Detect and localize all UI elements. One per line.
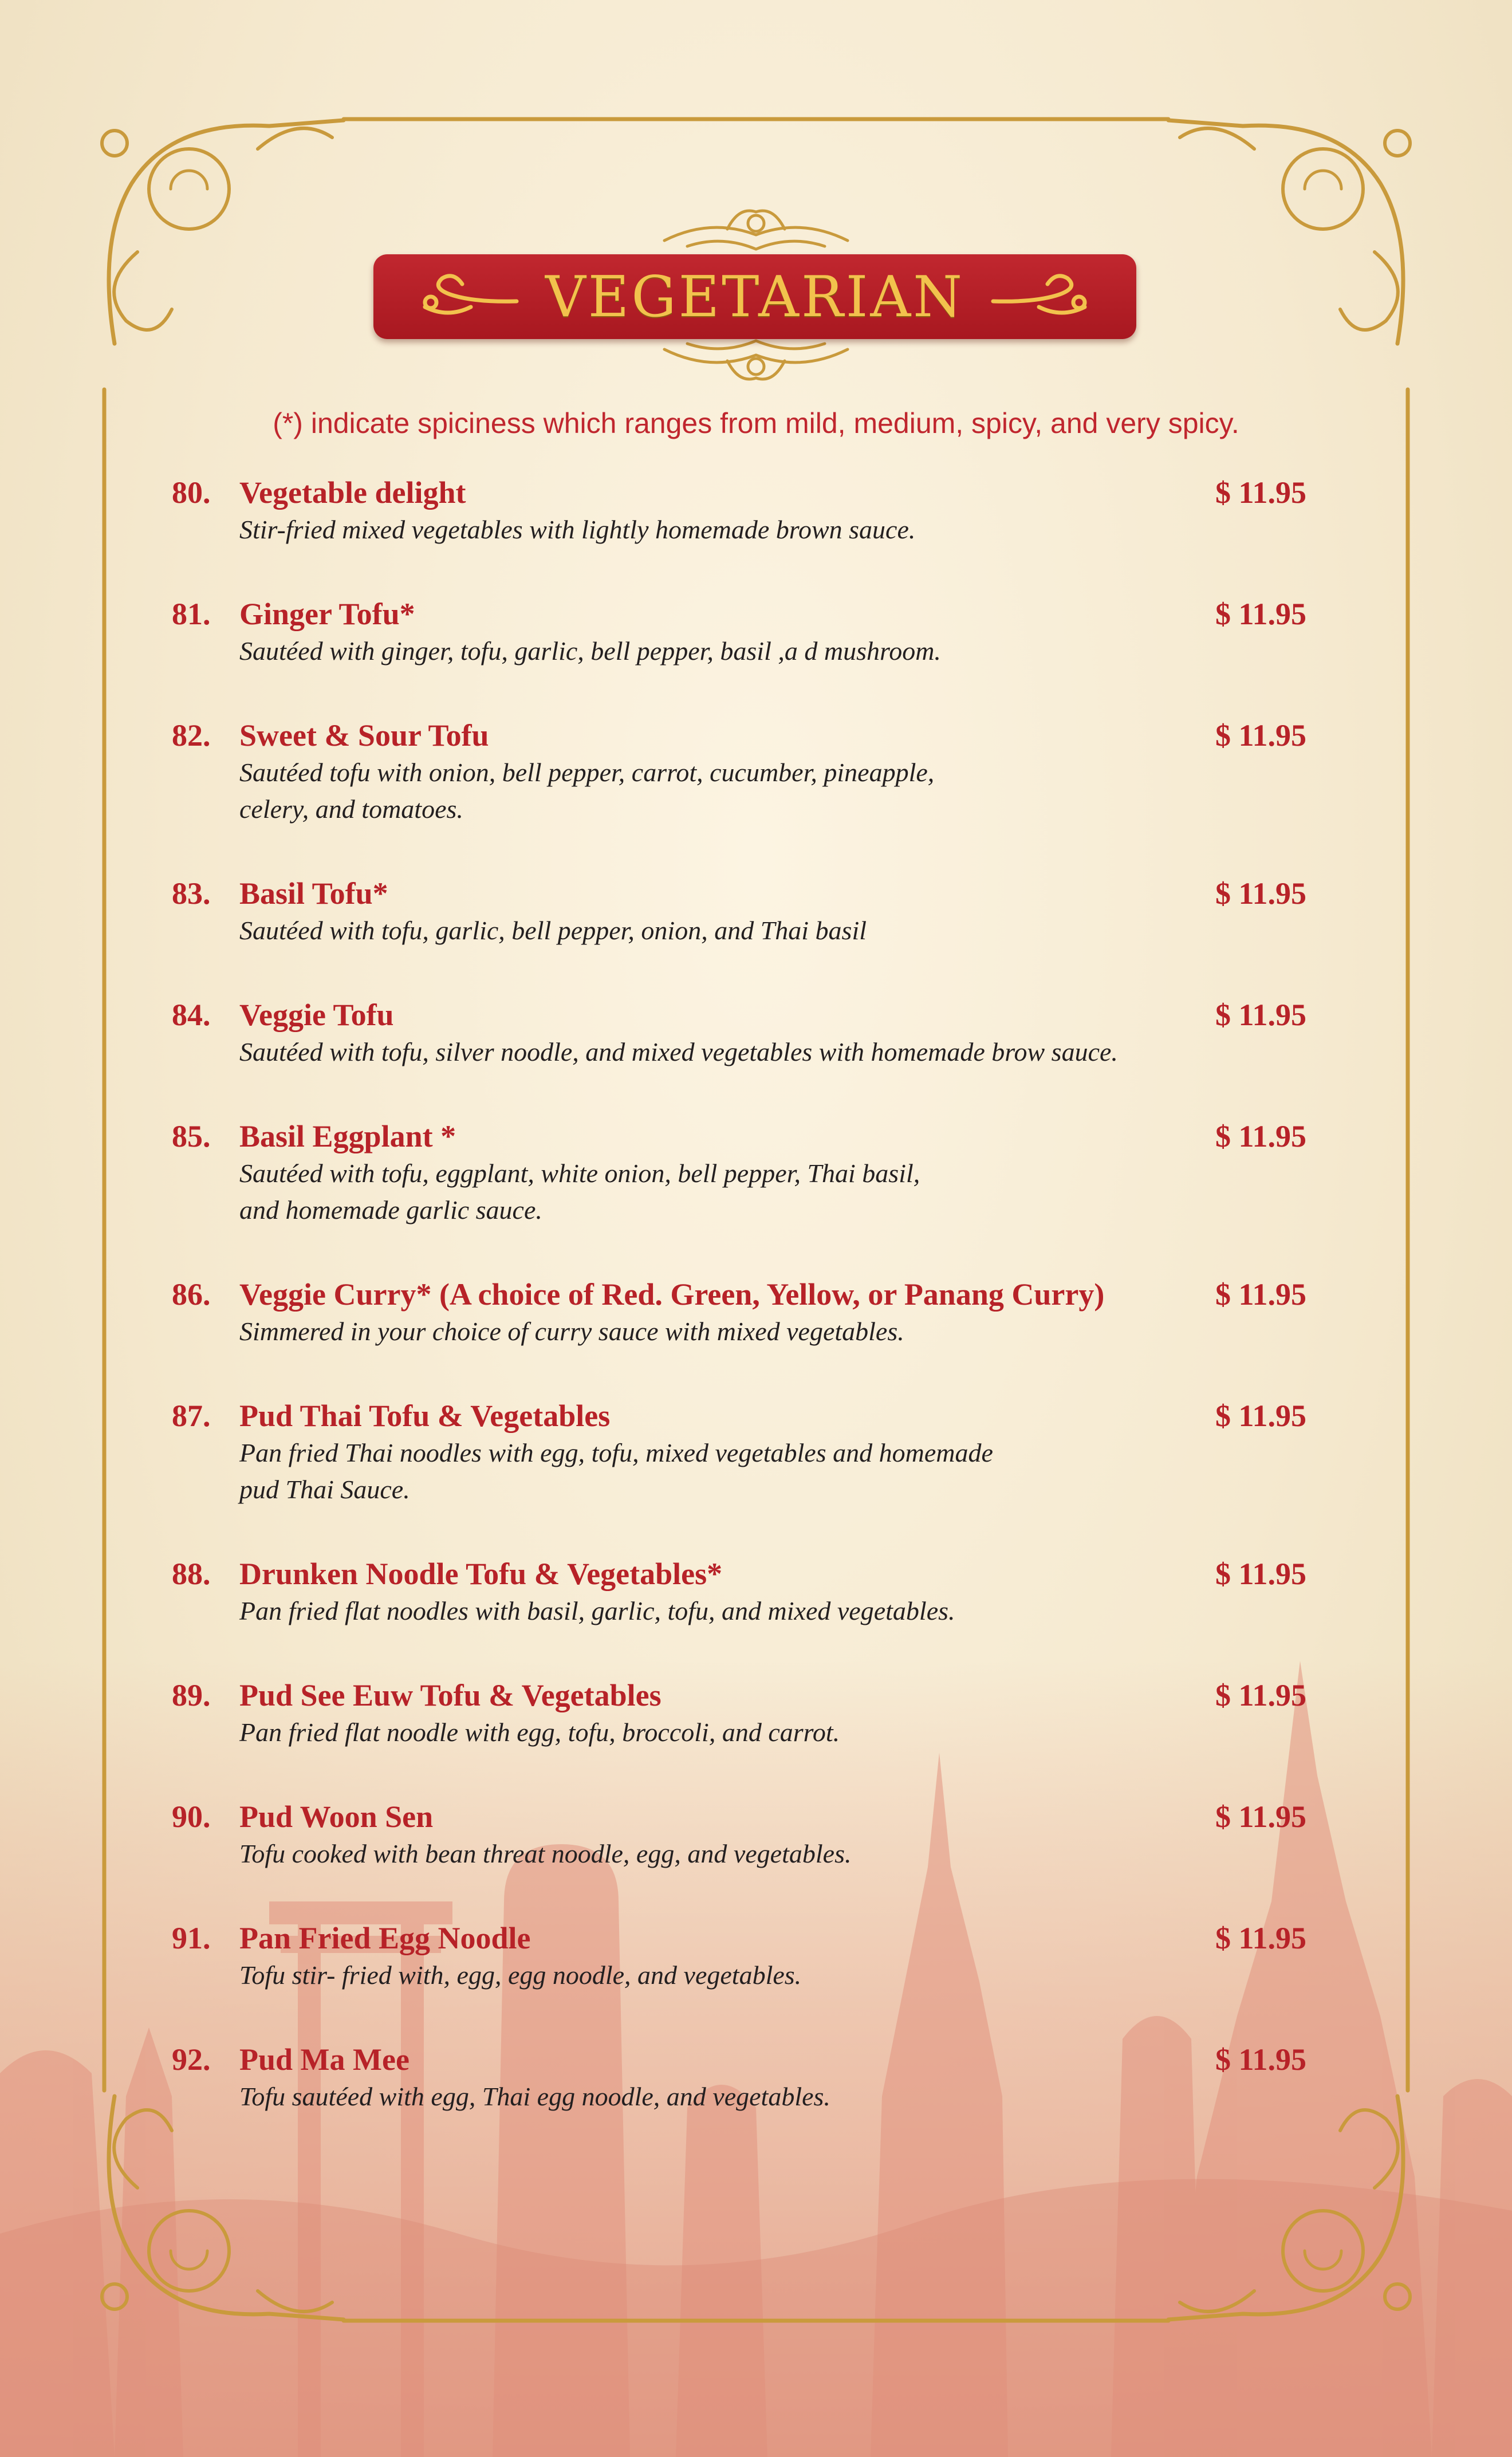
item-name: Veggie Tofu [239, 998, 394, 1032]
menu-item [172, 873, 1346, 995]
item-price: $ 11.95 [1215, 1921, 1307, 1955]
item-name: Pud Thai Tofu & Vegetables [239, 1399, 611, 1433]
spiciness-note: (*) indicate spiciness which ranges from mild, medium, spicy, and very spicy. [273, 407, 1239, 439]
menu-item [172, 472, 1346, 594]
menu-item [172, 1918, 1346, 2039]
item-description: Simmered in your choice of curry sauce with mixed vegetables. [239, 1317, 904, 1346]
item-name: Pud Ma Mee [239, 2042, 410, 2077]
menu-item [172, 715, 1346, 873]
menu-item [172, 1675, 1346, 1797]
item-number: 90. [172, 1800, 211, 1834]
item-price: $ 11.95 [1215, 475, 1307, 510]
item-number: 88. [172, 1557, 211, 1591]
banner-right-flourish [987, 267, 1102, 324]
menu-item [172, 995, 1346, 1116]
section-title: VEGETARIAN [545, 265, 964, 330]
menu-item [172, 1797, 1346, 1918]
menu-item [172, 1554, 1346, 1675]
item-number: 84. [172, 998, 211, 1032]
item-number: 83. [172, 876, 211, 911]
item-price: $ 11.95 [1215, 1800, 1307, 1834]
item-description: Tofu stir- fried with, egg, egg noodle, and vegetables. [239, 1960, 802, 1990]
item-name: Pan Fried Egg Noodle [239, 1921, 531, 1955]
item-number: 81. [172, 597, 211, 631]
item-name: Pud See Euw Tofu & Vegetables [239, 1678, 662, 1712]
item-description: Sautéed tofu with onion, bell pepper, carrot, cucumber, pineapple, celery, and tomatoes. [239, 758, 935, 824]
menu-item [172, 2039, 1346, 2161]
item-price: $ 11.95 [1215, 876, 1307, 911]
item-price: $ 11.95 [1215, 1277, 1307, 1312]
item-name: Sweet & Sour Tofu [239, 718, 489, 753]
item-number: 82. [172, 718, 211, 753]
item-number: 91. [172, 1921, 211, 1955]
banner-top-ornament [641, 195, 871, 258]
item-description: Pan fried flat noodle with egg, tofu, broccoli, and carrot. [239, 1718, 840, 1747]
item-name: Basil Eggplant * [239, 1119, 456, 1153]
menu-item [172, 1274, 1346, 1396]
item-description: Pan fried flat noodles with basil, garlic, tofu, and mixed vegetables. [239, 1596, 955, 1625]
item-name: Vegetable delight [239, 475, 466, 510]
item-description: Tofu cooked with bean threat noodle, egg, and vegetables. [239, 1839, 852, 1868]
item-description: Tofu sautéed with egg, Thai egg noodle, and vegetables. [239, 2082, 830, 2111]
menu-list [172, 472, 1346, 2161]
item-description: Sautéed with tofu, garlic, bell pepper, onion, and Thai basil [239, 916, 867, 945]
item-description: Sautéed with tofu, silver noodle, and mixed vegetables with homemade brow sauce. [239, 1037, 1118, 1066]
item-price: $ 11.95 [1215, 1399, 1307, 1433]
item-number: 86. [172, 1277, 211, 1312]
item-price: $ 11.95 [1215, 2042, 1307, 2077]
item-number: 89. [172, 1678, 211, 1712]
item-price: $ 11.95 [1215, 1678, 1307, 1712]
item-name: Ginger Tofu* [239, 597, 415, 631]
item-price: $ 11.95 [1215, 998, 1307, 1032]
menu-item [172, 1116, 1346, 1274]
menu-item [172, 1396, 1346, 1554]
item-price: $ 11.95 [1215, 1557, 1307, 1591]
item-name: Pud Woon Sen [239, 1800, 434, 1834]
item-description: Sautéed with tofu, eggplant, white onion, bell pepper, Thai basil, and homemade garlic sauce. [239, 1159, 920, 1224]
item-price: $ 11.95 [1215, 1119, 1307, 1153]
item-price: $ 11.95 [1215, 718, 1307, 753]
item-name: Drunken Noodle Tofu & Vegetables* [239, 1557, 723, 1591]
item-description: Pan fried Thai noodles with egg, tofu, mixed vegetables and homemade pud Thai Sauce. [239, 1438, 993, 1504]
item-number: 80. [172, 475, 211, 510]
menu-item [172, 594, 1346, 715]
item-price: $ 11.95 [1215, 597, 1307, 631]
banner-bottom-ornament [641, 332, 871, 395]
section-banner [373, 254, 1136, 339]
item-description: Sautéed with ginger, tofu, garlic, bell pepper, basil ,a d mushroom. [239, 636, 941, 666]
item-name: Basil Tofu* [239, 876, 388, 911]
item-name: Veggie Curry* (A choice of Red. Green, Yellow, or Panang Curry) [239, 1277, 1105, 1312]
item-number: 85. [172, 1119, 211, 1153]
item-number: 87. [172, 1399, 211, 1433]
item-number: 92. [172, 2042, 211, 2077]
item-description: Stir-fried mixed vegetables with lightly homemade brown sauce. [239, 515, 916, 544]
